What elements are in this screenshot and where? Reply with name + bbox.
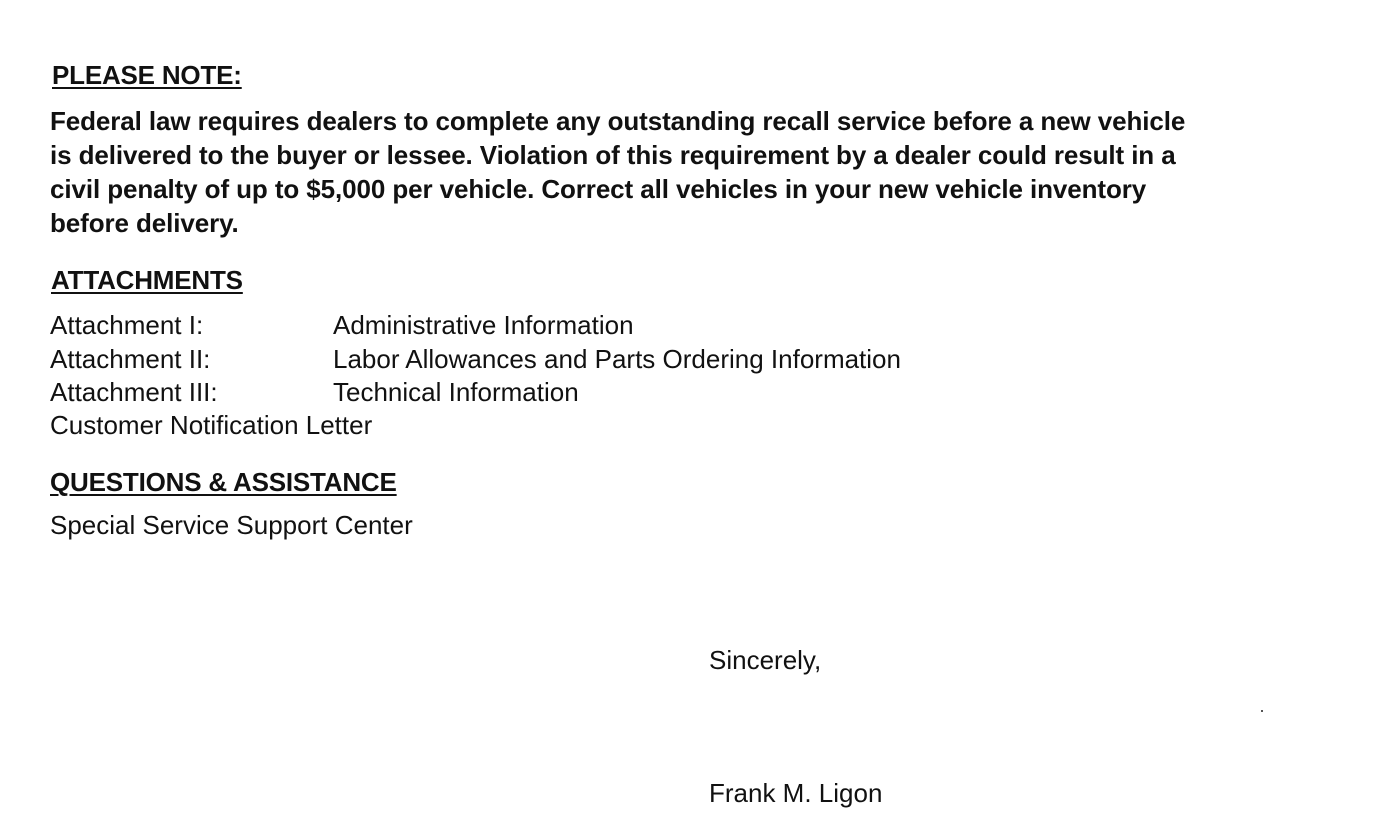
- customer-notification-letter: Customer Notification Letter: [50, 410, 373, 440]
- please-note-heading: PLEASE NOTE:: [52, 60, 242, 90]
- attachment-label: Attachment I:: [50, 310, 204, 340]
- questions-heading: QUESTIONS & ASSISTANCE: [50, 467, 397, 497]
- attachment-row: [50, 310, 634, 340]
- attachment-row: [50, 344, 901, 374]
- salutation: Sincerely,: [709, 645, 822, 675]
- attachment-title: Administrative Information: [333, 310, 634, 340]
- support-center-line: Special Service Support Center: [50, 510, 413, 540]
- attachments-heading: ATTACHMENTS: [51, 265, 243, 295]
- attachment-label: Attachment II:: [50, 344, 211, 374]
- scan-speck: [1261, 710, 1263, 712]
- please-note-body: Federal law requires dealers to complete any outstanding recall service before a new vehicle is delivered to the buyer or lessee. Violation of this requirement by a dealer could result in a civil penalty of up to $5,000 per vehicle. Correct all vehicles in your new vehicle inventory before delivery.: [50, 106, 1186, 238]
- attachment-title: Labor Allowances and Parts Ordering Information: [333, 344, 901, 374]
- attachment-title: Technical Information: [333, 377, 579, 407]
- attachment-label: Attachment III:: [50, 377, 218, 407]
- signer-name: Frank M. Ligon: [709, 778, 883, 808]
- attachment-row: [50, 377, 579, 407]
